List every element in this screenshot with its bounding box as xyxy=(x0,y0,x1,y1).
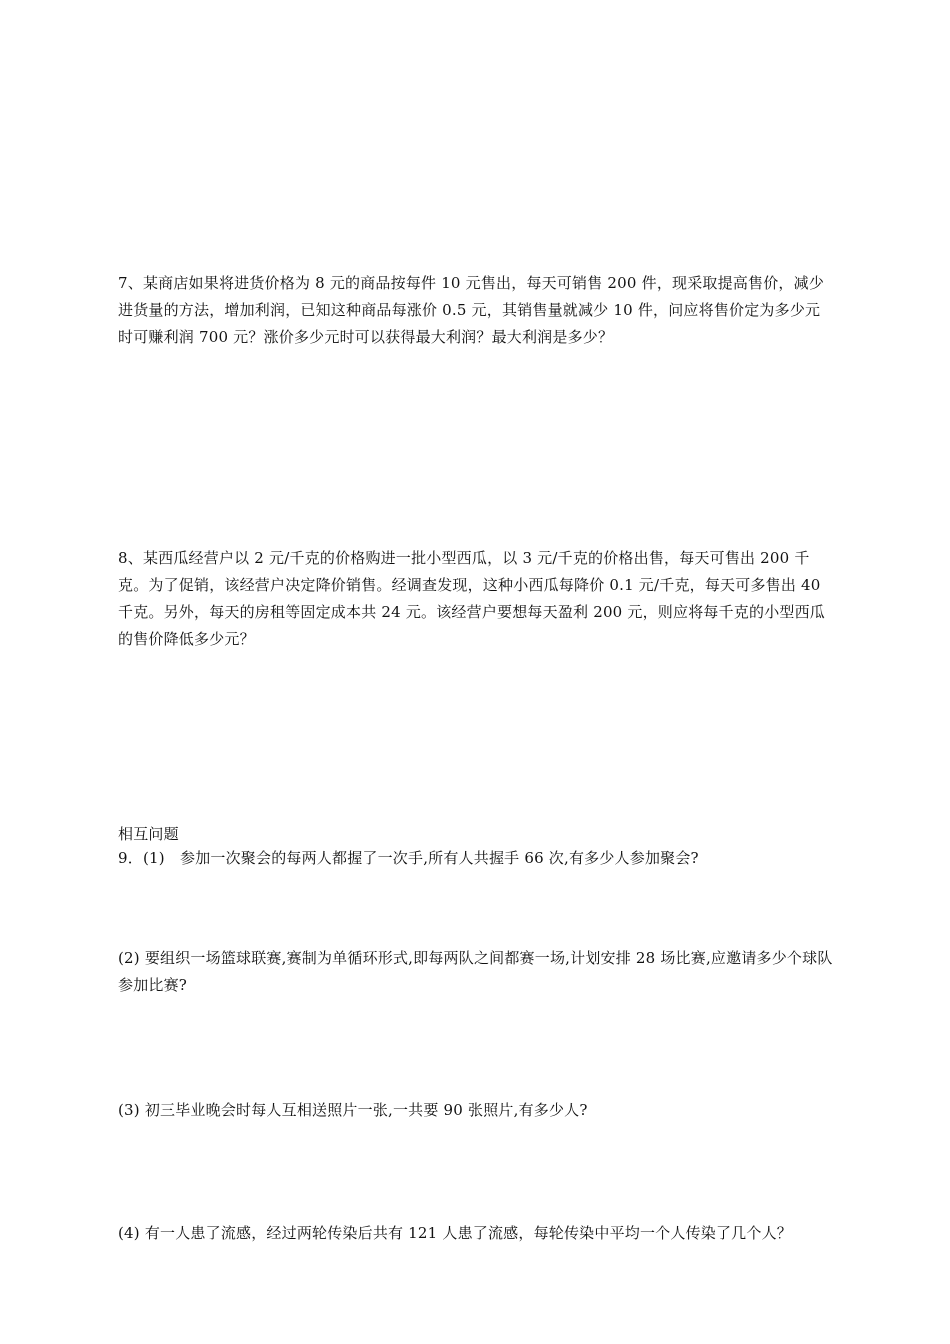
question-7 xyxy=(118,270,834,351)
section-heading-text: 相互问题 xyxy=(118,825,179,843)
question-9-part-1-text: 9．(1) 参加一次聚会的每两人都握了一次手,所有人共握手 66 次,有多少人参加聚会? xyxy=(118,849,699,867)
question-9-part-3-text: (3) 初三毕业晚会时每人互相送照片一张,一共要 90 张照片,有多少人? xyxy=(118,1101,588,1119)
question-8 xyxy=(118,545,834,653)
section-heading xyxy=(118,821,834,848)
question-9-part-4 xyxy=(118,1220,834,1247)
question-9-part-2-text: (2) 要组织一场篮球联赛,赛制为单循环形式,即每两队之间都赛一场,计划安排 28 场比赛,应邀请多少个球队参加比赛? xyxy=(118,949,833,994)
question-8-text: 8、某西瓜经营户以 2 元/千克的价格购进一批小型西瓜，以 3 元/千克的价格出售，每天可售出 200 千克。为了促销，该经营户决定降价销售。经调查发现，这种小西瓜每降价 0.1 元/千克，每天可多售出 40 千克。另外，每天的房租等固定成本共 24 元。该经营户要想每天盈利 200 元，则应将每千克的小型西瓜的售价降低多少元？ xyxy=(118,549,825,648)
question-9-part-2 xyxy=(118,945,834,999)
question-9-part-3 xyxy=(118,1097,834,1124)
question-7-text: 7、某商店如果将进货价格为 8 元的商品按每件 10 元售出，每天可销售 200 件，现采取提高售价，减少进货量的方法，增加利润，已知这种商品每涨价 0.5 元，其销售量就减少 10 件，问应将售价定为多少元时可赚利润 700 元？涨价多少元时可以获得最大利润？最大利润是多少？ xyxy=(118,274,825,346)
question-9-part-4-text: (4) 有一人患了流感，经过两轮传染后共有 121 人患了流感，每轮传染中平均一个人传染了几个人？ xyxy=(118,1224,792,1242)
question-9-part-1 xyxy=(118,845,834,872)
